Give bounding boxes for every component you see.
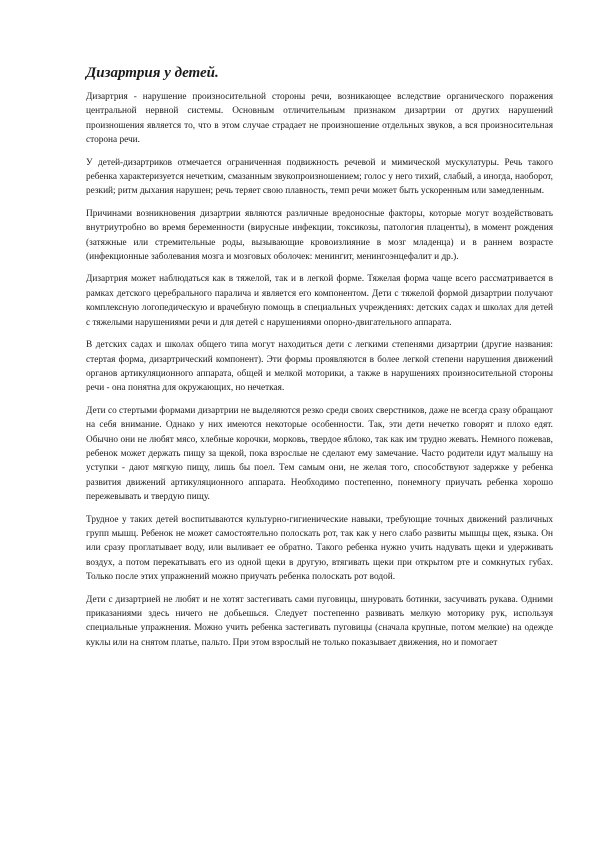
paragraph-causes: Причинами возникновения дизартрии являются различные вредоносные факторы, которые могут воздействовать внутриутробно во время беременности (вирусные инфекции, токсикозы, патология плаценты), в момент рождения (затяжные или стремительные роды, вызывающие кровоизлияние в мозг младенца) и в раннем возрасте (инфекционные заболевания мозга и мозговых оболочек: менингит, менингоэнцефалит и др.).	[86, 208, 553, 263]
paragraph-definition: Дизартрия - нарушение произносительной стороны речи, возникающее вследствие органического поражения центральной нервной системы. Основным отличительным признаком дизартрии от других нарушений произношения является то, что в этом случае страдает не произношение отдельных звуков, а вся произносительная сторона речи.	[86, 92, 553, 146]
paragraph-erased-forms: Дети со стертыми формами дизартрии не выделяются резко среди своих сверстников, даже не всегда сразу обращают на себя внимание. Однако у них имеются некоторые особенности. Так, эти дети нечетко говорят и плохо едят. Обычно они не любят мясо, хлебные корочки, морковь, твердое яблоко, так как им трудно жевать. Немного пожевав, ребенок может держать пищу за щекой, пока взрослые не сделают ему замечание. Часто родители идут малышу на уступки - дают мягкую пищу, лишь бы поел. Тем самым они, не желая того, способствуют задержке у ребенка развития движений артикуляционного аппарата. Необходимо постепенно, понемногу приучать ребенка хорошо пережевывать и твердую пищу.	[86, 405, 553, 503]
document-title: Дизартрия у детей.	[86, 65, 219, 81]
paragraph-forms: Дизартрия может наблюдаться как в тяжелой, так и в легкой форме. Тяжелая форма чаще всего рассматривается в рамках детского церебрального паралича и является его компонентом. Дети с тяжелой формой дизартрии получают комплексную логопедическую и врачебную помощь в специальных учреждениях: детских садах и школах для детей с тяжелыми нарушениями речи и для детей с нарушениями опорно-двигательного аппарата.	[86, 274, 553, 328]
paragraph-mild-forms: В детских садах и школах общего типа могут находиться дети с легкими степенями дизартрии (другие названия: стертая форма, дизартрический компонент). Эти формы проявляются в более легкой степени нарушения движений органов артикуляционного аппарата, общей и мелкой моторики, а также в нарушениях произносительной стороны речи - она понятна для окружающих, но нечеткая.	[86, 340, 553, 394]
paragraph-symptoms: У детей-дизартриков отмечается ограниченная подвижность речевой и мимической мускулатуры. Речь такого ребенка характеризуется нечетким, смазанным звукопроизношением; голос у него тихий, слабый, а иногда, наоборот, резкий; ритм дыхания нарушен; речь теряет свою плавность, темп речи может быть ускоренным или замедленным.	[86, 157, 553, 197]
paragraph-hygiene-skills: Трудное у таких детей воспитываются культурно-гигиенические навыки, требующие точных движений различных групп мышц. Ребенок не может самостоятельно полоскать рот, так как у него слабо развиты мышцы щек, языка. Он или сразу проглатывает воду, или выливает ее обратно. Такого ребенка нужно учить надувать щеки и удерживать воздух, а потом перекатывать его из одной щеки в другую, втягивать щеки при открытом рте и сомкнутых губах. Только после этих упражнений можно приучать ребенка полоскать рот водой.	[86, 514, 553, 583]
document-body	[86, 64, 553, 658]
paragraph-fine-motor: Дети с дизартрией не любят и не хотят застегивать сами пуговицы, шнуровать ботинки, засучивать рукава. Одними приказаниями здесь ничего не добьешься. Следует постепенно развивать мелкую моторику рук, используя специальные упражнения. Можно учить ребенка застегивать пуговицы (сначала крупные, потом мелкие) на одежде куклы или на снятом платье, пальто. При этом взрослый не только показывает движения, но и помогает	[86, 594, 553, 648]
